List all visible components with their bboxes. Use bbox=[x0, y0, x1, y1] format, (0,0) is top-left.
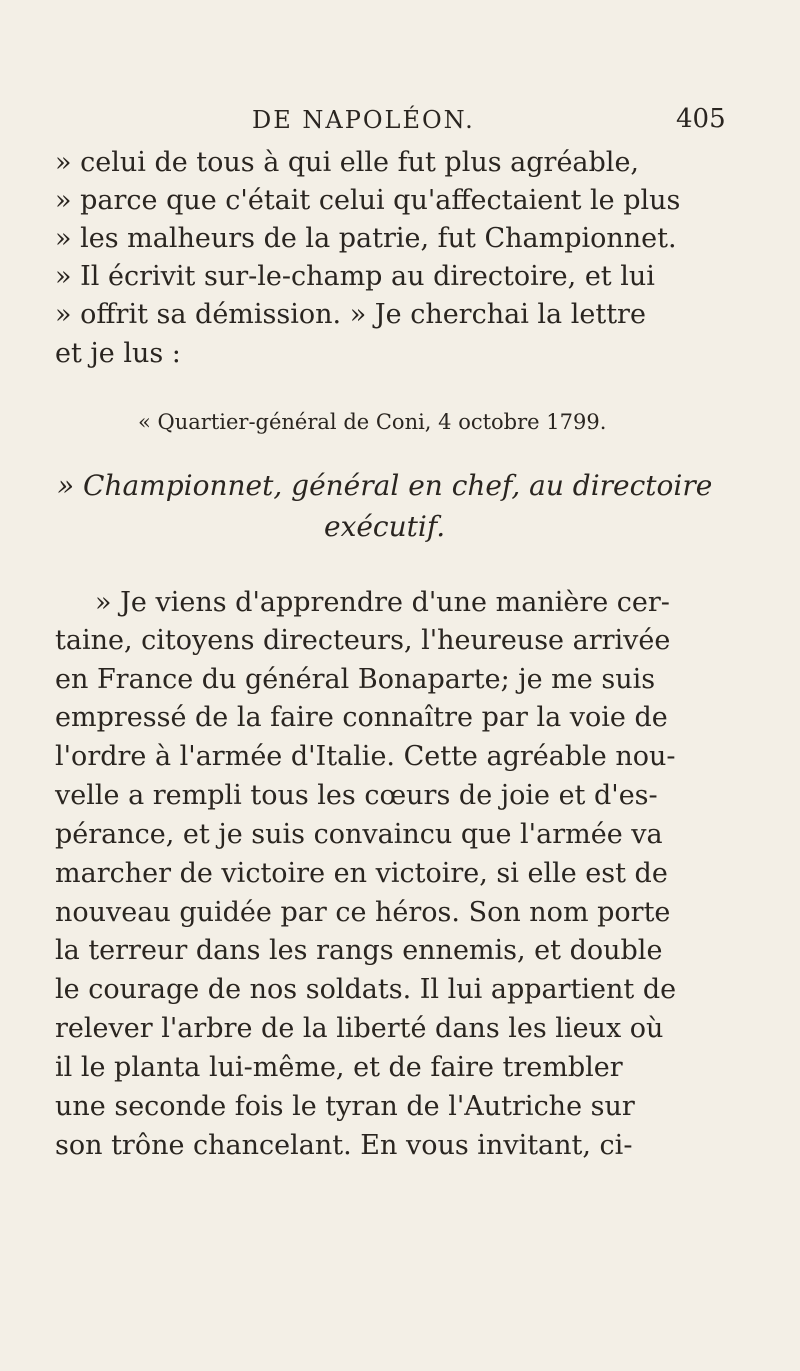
text-line: » les malheurs de la patrie, fut Championnet. bbox=[55, 223, 677, 254]
text-line: taine, citoyens directeurs, l'heureuse arrivée bbox=[55, 625, 671, 656]
text-line: » offrit sa démission. » Je cherchai la lettre bbox=[55, 299, 646, 330]
running-title: DE NAPOLÉON. bbox=[252, 106, 475, 134]
text-line: » Il écrivit sur-le-champ au directoire, et lui bbox=[55, 261, 655, 292]
text-line: son trône chancelant. En vous invitant, ci- bbox=[55, 1130, 633, 1161]
text-line: » parce que c'était celui qu'affectaient le plus bbox=[55, 185, 681, 216]
text-line: pérance, et je suis convaincu que l'armée va bbox=[55, 819, 663, 850]
text-line: marcher de victoire en victoire, si elle est de bbox=[55, 858, 668, 889]
letter-dateline: « Quartier-général de Coni, 4 octobre 1799. bbox=[138, 410, 607, 434]
text-line: l'ordre à l'armée d'Italie. Cette agréable nou- bbox=[55, 741, 676, 772]
letter-address: » Championnet, général en chef, au directoire bbox=[57, 469, 713, 502]
text-line: le courage de nos soldats. Il lui appartient de bbox=[55, 974, 677, 1005]
text-line: nouveau guidée par ce héros. Son nom porte bbox=[55, 897, 671, 928]
text-line: » celui de tous à qui elle fut plus agréable, bbox=[55, 147, 640, 178]
letter-address-continued: exécutif. bbox=[324, 510, 446, 543]
text-line: velle a rempli tous les cœurs de joie et d'es- bbox=[55, 780, 658, 811]
text-line: il le planta lui-même, et de faire trembler bbox=[55, 1052, 623, 1083]
text-line: une seconde fois le tyran de l'Autriche sur bbox=[55, 1091, 635, 1122]
text-line: empressé de la faire connaître par la voie de bbox=[55, 702, 668, 733]
text-line: en France du général Bonaparte; je me suis bbox=[55, 664, 656, 695]
text-line: » Je viens d'apprendre d'une manière cer- bbox=[95, 587, 670, 618]
text-line: relever l'arbre de la liberté dans les lieux où bbox=[55, 1013, 664, 1044]
text-line: la terreur dans les rangs ennemis, et double bbox=[55, 935, 663, 966]
text-line: et je lus : bbox=[55, 338, 181, 369]
page-number: 405 bbox=[676, 104, 726, 134]
